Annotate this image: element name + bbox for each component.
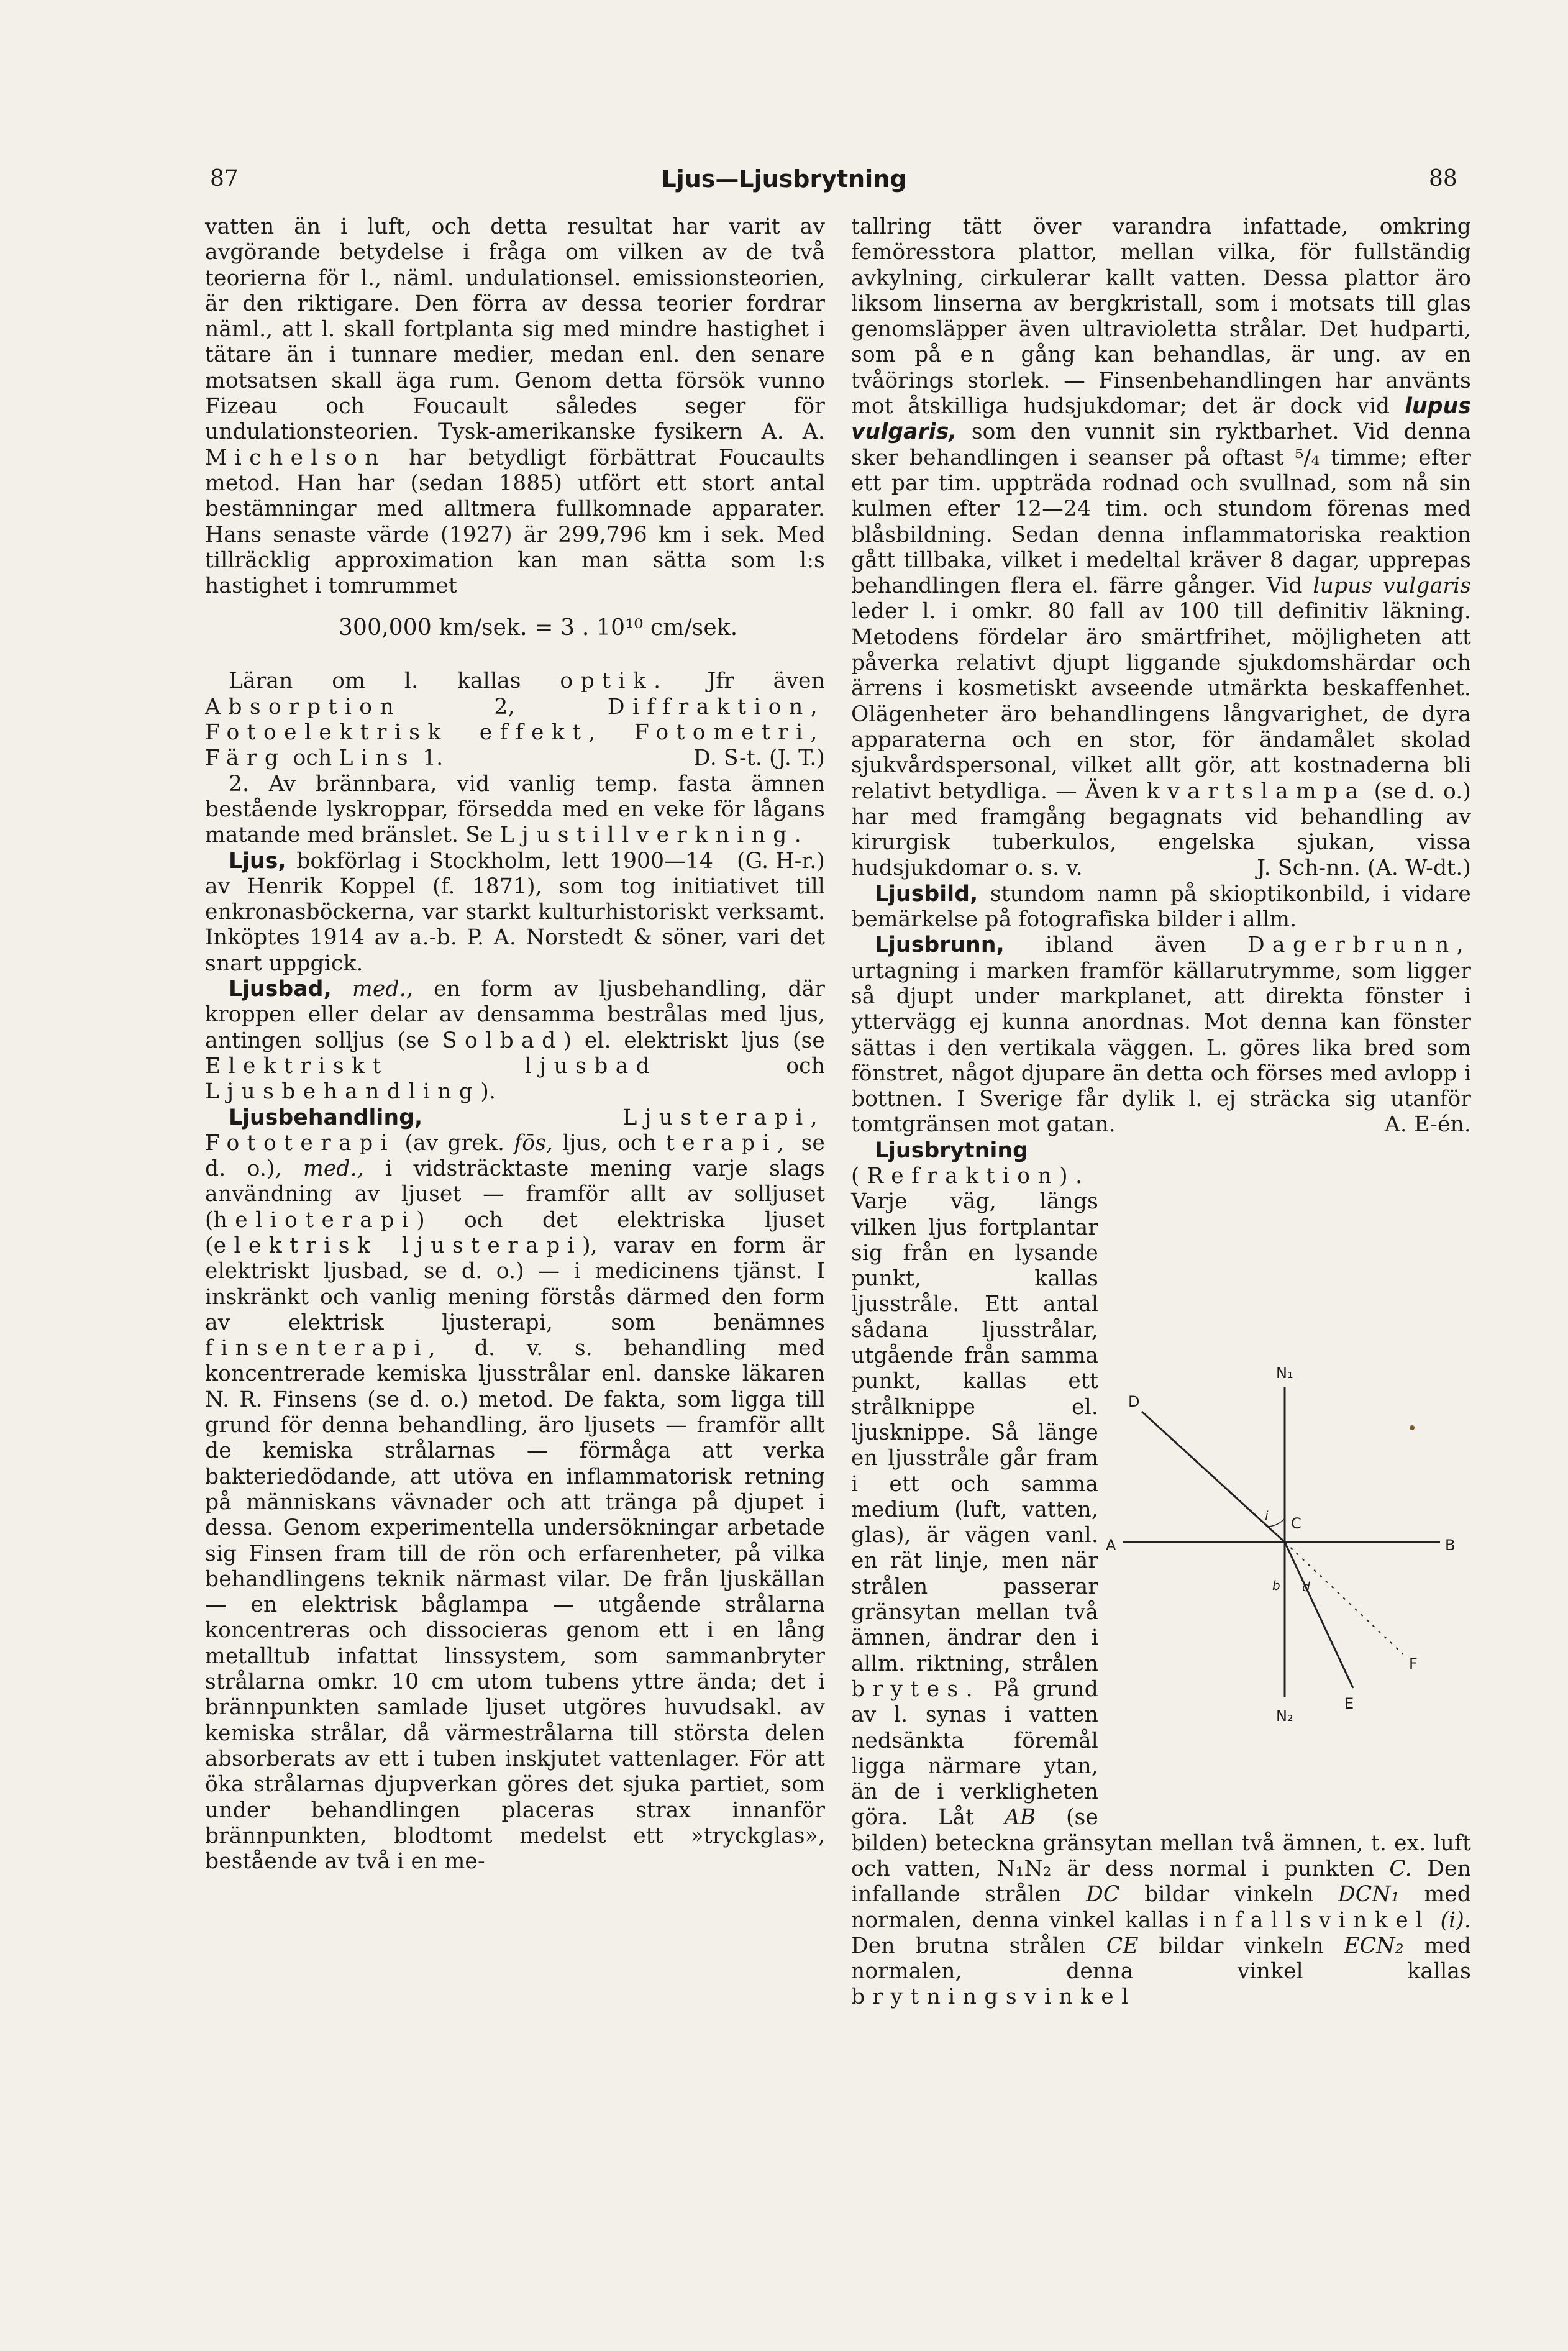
entry-ljusbad: Ljusbad, med., en form av ljusbehandling, där kroppen eller delar av densamma bestrålas med ljus, antingen solljus (se Solbad) el. elektriskt ljus (se Elektriskt ljusbad och Ljusbehandling). [205,977,825,1105]
page-number-right: 88 [1429,166,1457,191]
name-emphasis: Michelson [205,445,386,470]
author-signature: (G. H-r.) [737,848,825,874]
author-signature: A. E-én. [1384,1112,1471,1138]
paragraph: Ljusbrytning (Refraktion). Varje väg, längs vilken ljus fortplantar sig från en lysande punkt, kallas ljusstråle. Ett antal sådana ljusstrålar, utgående från samma punkt, kallas ett strålknippe el. ljusknippe. Så länge en ljusstråle går fram i ett och samma medium (luft, vatten, glas), är vägen vanl. en rät linje, men när strålen passerar gränsytan mellan två ämnen, ändrar den i allm. riktning, strålen brytes. På grund av l. synas i vatten nedsänkta föremål ligga närmare ytan, än de i verkligheten göra. Låt AB (se bilden) beteckna gränsytan mellan två ämnen, t. ex. luft och vatten, N₁N₂ är dess normal i punkten C. Den infallande strålen DC bildar vinkeln DCN₁ med normalen, denna vinkel kallas infallsvinkel (i). Den brutna strålen CE bildar vinkeln ECN₂ med normalen, denna vinkel kallas brytningsvinkel [851,1138,1472,2010]
paragraph: 2. Av brännbara, vid vanlig temp. fasta ämnen bestående lyskroppar, försedda med en veke för lågans matande med bränslet. Se Ljustillverkning. (G. H-r.) [205,771,825,874]
label-e: E [1344,1694,1354,1712]
paragraph: Läran om l. kallas optik. Jfr även Absorption 2, Diffraktion, Fotoelektrisk effekt, Fotometri, Färg och Lins 1. D. S-t. (J. T.) [205,669,825,771]
left-column [205,214,825,1874]
incident-ray-dc [1142,1412,1285,1542]
label-angle-b: b [1272,1577,1280,1593]
entry-ljusbrytning [851,1138,1471,2011]
cross-reference-link[interactable]: Absorption [205,694,402,719]
speed-formula: 300,000 km/sek. = 3 . 10¹⁰ cm/sek. [339,615,738,641]
label-a: A [1106,1536,1116,1554]
entry-headword: Ljusbehandling, [228,1105,423,1130]
label-i: i [1265,1508,1269,1523]
entry-ljusbehandling: Ljusbehandling, Ljusterapi, Fototerapi (av grek. fōs, ljus, och terapi, se d. o.), med., i vidsträcktaste mening varje slags användning av ljuset — framför allt av solljuset (helioterapi) och det elektriska ljuset (elektrisk ljusterapi), varav en form är elektriskt ljusbad, se d. o.) — i medicinens tjänst. I inskränkt och vanlig mening förstås därmed den form av elektrisk ljusterapi, som benämnes finsenterapi, d. v. s. behandling med koncentrerade kemiska ljusstrålar enl. danske läkaren N. R. Finsens (se d. o.) metod. De fakta, som ligga till grund för denna behandling, äro ljusets — framför allt de kemiska strålarnas — förmåga att verka bakteriedödande, att utöva en inflammatorisk retning på människans vävnader och att tränga på djupet i dessa. Genom experimentella undersökningar arbetade sig Finsen fram till de rön och erfarenheter, på vilka behandlingens teknik närmast vilar. De från ljuskällan — en elektrisk båglampa — utgående strålarna koncentreras och dissocieras genom ett i en lång metalltub infattat linssystem, som sammanbryter strålarna omkr. 10 cm utom tubens yttre ända; det i brännpunkten samlade ljuset utgöres huvudsakl. av kemiska strålar, då värmestrålarna till största delen absorberats av ett i tuben inskjutet vattenlager. För att öka strålarnas djupverkan göres det sjuka partiet, som under behandlingen placeras strax innanför brännpunkten, blodtomt medelst ett »tryckglas», bestående av två i en me- [205,1105,826,1874]
cross-reference-link[interactable]: Elektriskt ljusbad [205,1053,658,1079]
angle-arc [1267,1518,1285,1527]
cross-reference-link[interactable]: Solbad [442,1028,563,1053]
cross-reference-link[interactable]: kvartslampa [1146,778,1366,804]
entry-ljusbrunn: Ljusbrunn, ibland även Dagerbrunn, urtagning i marken framför källarutrymme, som ligger så djupt under markplanet, att direkta fönster i yttervägg ej kunna anordnas. Mot denna kan fönster sättas i den vertikala väggen. L. göres lika bred som fönstret, något djupare än detta och förses med avlopp i bottnen. I Sverige får dylik l. ej sträcka sig utanför tomtgränsen mot gatan. A. E-én. [851,933,1472,1138]
label-f: F [1409,1655,1418,1673]
label-c: C [1291,1514,1301,1532]
label-d: D [1128,1392,1140,1410]
entry-headword: Ljusbild, [874,881,978,906]
cross-reference-link[interactable]: Diffraktion, [607,694,825,719]
entry-headword: Ljusbad, [228,977,332,1002]
entry-ljus: Ljus, bokförlag i Stockholm, lett 1900—14 av Henrik Koppel (f. 1871), som tog initiativet till enkronasböckerna, var starkt kulturhistoriskt verksamt. Inköptes 1914 av a.-b. P. A. Norstedt & söner, vari det snart uppgick. [205,848,825,976]
label-n1: N₁ [1276,1364,1293,1382]
cross-reference-link[interactable]: Lins [339,746,416,771]
right-column [851,214,1471,2011]
entry-headword: Ljusbrytning [874,1138,1028,1163]
paragraph: tallring tätt över varandra infattade, omkring femöresstora plattor, mellan vilka, för fullständig avkylning, cirkulerar kallt vatten. Dessa plattor äro liksom linserna av bergkristall, som i motsats till glas genomsläpper även ultravioletta strålar. Det hudparti, som på en gång kan behandlas, är ung. av en tvåörings storlek. — Finsenbehandlingen har använts mot åtskilliga hudsjukdomar; det är dock vid lupus vulgaris, som den vunnit sin ryktbarhet. Vid denna sker behandlingen i seanser på oftast ⁵/₄ timme; efter ett par tim. uppträda rodnad och svullnad, som nå sin kulmen efter 12—24 tim. och stundom förenas med blåsbildning. Sedan denna inflammatoriska reaktion gått tillbaka, vilket i medeltal kräver 8 dagar, upprepas behandlingen flera el. färre gånger. Vid lupus vulgaris leder l. i omkr. 80 fall av 100 till definitiv läkning. Metodens fördelar äro smärtfrihet, möjligheten att påverka relativt djupt liggande sjukdomshärdar och ärrens i kosmetiskt avseende utmärkta beskaffenhet. Olägenheter äro behandlingens långvarighet, de dyra apparaterna och en stor, för ändamålet skolad sjukvårdspersonal, vilket allt gör, att kostnaderna bli relativt betydliga. — Även kvartslampa (se d. o.) har med framgång begagnats vid behandling av kirurgisk tuberkulos, engelska sjukan, vissa hudsjukdomar o. s. v. J. Sch-nn. (A. W-dt.) [851,214,1472,881]
entry-ljusbild: Ljusbild, stundom namn på skioptikonbild, i vidare bemärkelse på fotografiska bilder i allm. [851,881,1472,933]
page-number-left: 87 [210,166,239,191]
entry-headword: Ljusbrunn, [874,933,1005,958]
running-header: Ljus—Ljusbrytning [661,165,907,193]
refraction-figure [1098,1138,1471,1815]
speck [1410,1425,1415,1430]
label-n2: N₂ [1276,1707,1293,1725]
entry-headword: Ljus, [228,848,286,874]
cross-reference-link[interactable]: Fotoelektrisk effekt, Fotometri, Färg [205,720,825,771]
author-signature: D. S-t. (J. T.) [693,746,825,771]
refracted-ray-ce [1285,1542,1353,1688]
author-signature: J. Sch-nn. (A. W-dt.) [1257,856,1471,881]
label-b: B [1445,1536,1456,1554]
cross-reference-link[interactable]: Ljusbehandling [205,1079,481,1105]
label-angle-d: d [1302,1579,1310,1594]
paragraph: vatten än i luft, och detta resultat har varit av avgörande betydelse i fråga om vilken av de två teorierna för l., näml. undulationsel. emissionsteorien, är den riktigare. Den förra av dessa teorier fordrar näml., att l. skall fortplanta sig med mindre hastighet i tätare än i tunnare medier, medan enl. den senare motsatsen skall äga rum. Genom detta försök vunno Fizeau och Foucault således seger för undulationsteorien. Tysk-amerikanske fysikern A. A. Michelson har betydligt förbättrat Foucaults metod. Han har (sedan 1885) utfört ett stort antal bestämningar med alltmera fullkomnade apparater. Hans senaste värde (1927) är 299,796 km i sek. Med tillräcklig approximation kan man sätta som l:s hastighet i tomrummet [205,214,825,599]
cross-reference-link[interactable]: Ljustillverkning. [499,823,809,848]
